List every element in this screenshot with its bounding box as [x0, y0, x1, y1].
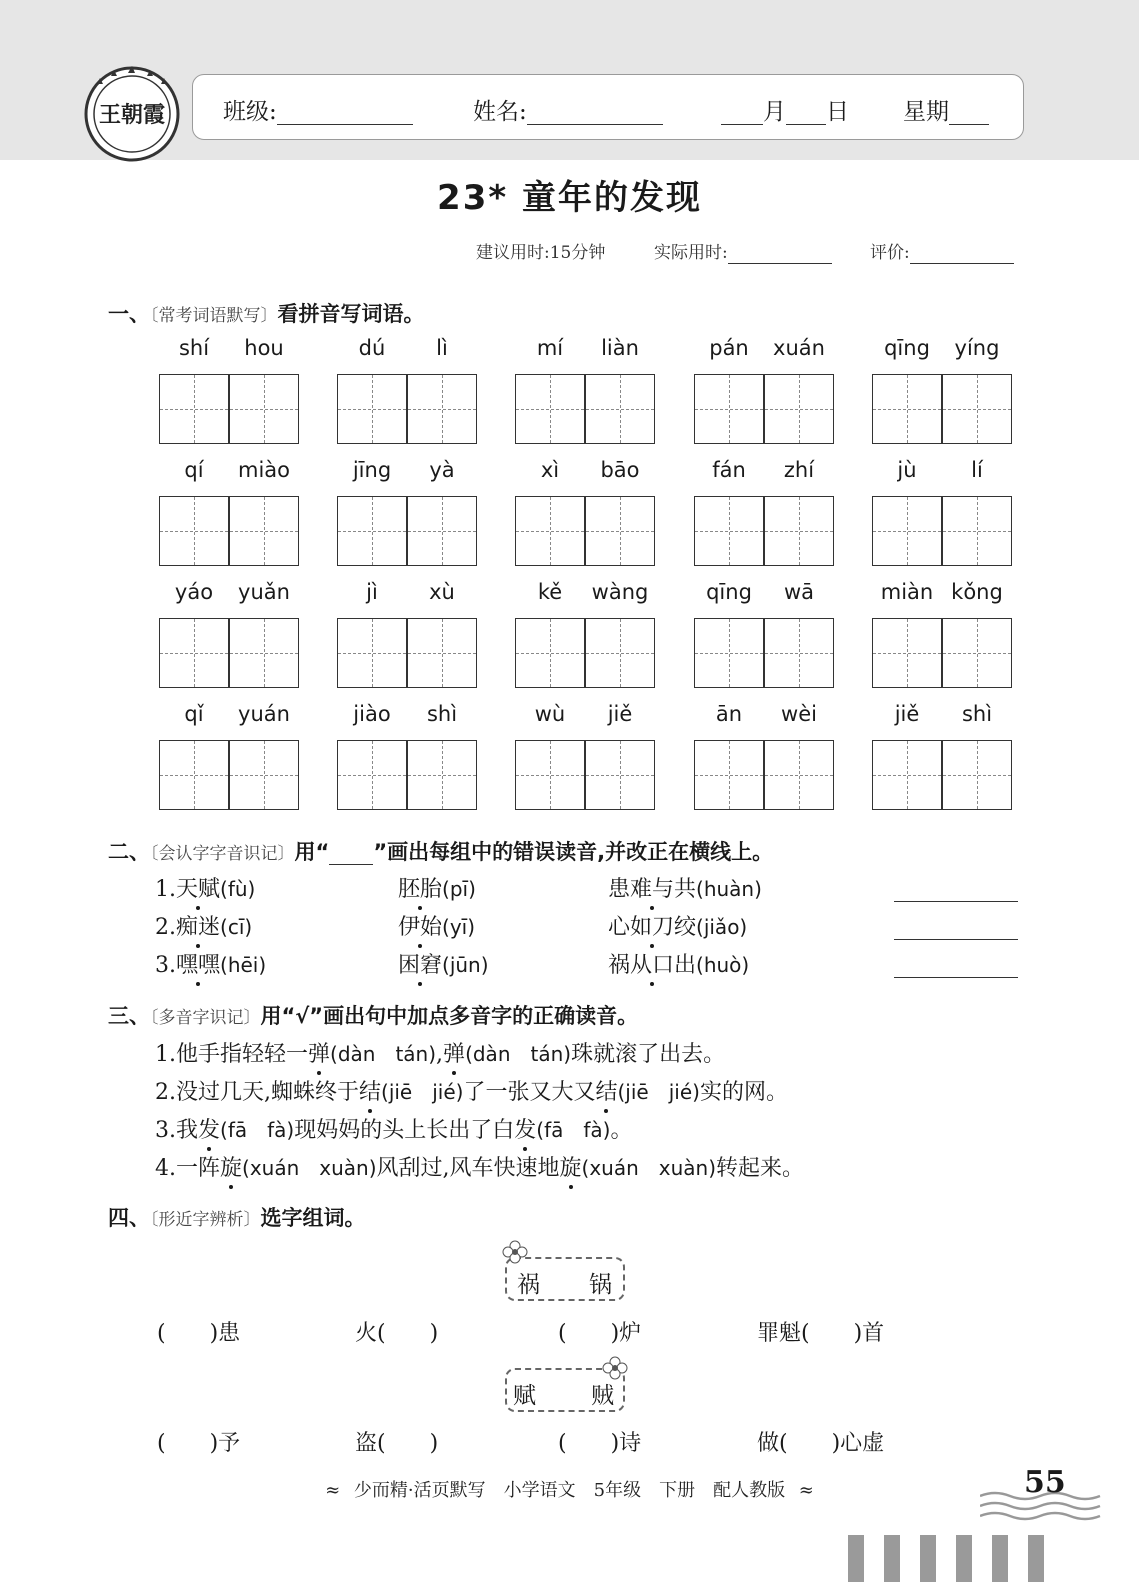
writing-box[interactable]: [764, 618, 834, 688]
pinyin-label: qīng: [706, 580, 752, 604]
deco-bar: [848, 1535, 864, 1582]
sentence-3[interactable]: 3.我发(fā fà)现妈妈的头上长出了白发(fā fà)。: [155, 1113, 632, 1144]
class-field[interactable]: 班级:: [223, 93, 413, 126]
word-option[interactable]: 心如刀绞(jiǎo): [608, 910, 747, 941]
writing-box[interactable]: [515, 618, 585, 688]
writing-box[interactable]: [337, 618, 407, 688]
writing-box[interactable]: [159, 496, 229, 566]
pinyin-label: jiě: [607, 702, 633, 726]
pinyin-label: lì: [436, 336, 448, 360]
word-option[interactable]: 2.痴迷(cī): [155, 910, 252, 941]
pinyin-label: xù: [429, 580, 455, 604]
pinyin-label: hou: [244, 336, 284, 360]
writing-box[interactable]: [585, 496, 655, 566]
pinyin-label: liàn: [601, 336, 639, 360]
writing-box[interactable]: [872, 496, 942, 566]
writing-box[interactable]: [872, 618, 942, 688]
pinyin-label: mí: [536, 336, 564, 360]
fill-blank[interactable]: 火( ): [355, 1321, 439, 1346]
pinyin-label: yà: [429, 458, 455, 482]
pinyin-label: fán: [712, 458, 746, 482]
pinyin-label: wèi: [781, 702, 817, 726]
fill-blank[interactable]: ( )予: [157, 1431, 241, 1456]
pinyin-label: yuán: [238, 702, 290, 726]
writing-box[interactable]: [585, 618, 655, 688]
fill-blank[interactable]: 盗( ): [355, 1431, 439, 1456]
pinyin-label: wù: [534, 702, 566, 726]
pinyin-label: bāo: [600, 458, 640, 482]
sentence-4[interactable]: 4.一阵旋(xuán xuàn)风刮过,风车快速地旋(xuán xuàn)转起来。: [155, 1151, 804, 1182]
pinyin-label: kǒng: [951, 580, 1003, 604]
writing-box[interactable]: [337, 374, 407, 444]
writing-box[interactable]: [159, 374, 229, 444]
writing-box[interactable]: [872, 740, 942, 810]
pinyin-label: jì: [366, 580, 378, 604]
pinyin-label: lí: [971, 458, 983, 482]
writing-box[interactable]: [585, 740, 655, 810]
pinyin-label: shì: [961, 702, 993, 726]
deco-bar: [1028, 1535, 1044, 1582]
writing-box[interactable]: [694, 740, 764, 810]
brand-seal-logo: [82, 64, 182, 164]
section-1-heading: 一、〔常考词语默写〕看拼音写词语。: [108, 302, 425, 326]
writing-box[interactable]: [764, 374, 834, 444]
fill-blank[interactable]: 做( )心虚: [757, 1431, 885, 1456]
writing-box[interactable]: [407, 740, 477, 810]
writing-box[interactable]: [515, 740, 585, 810]
writing-box[interactable]: [694, 374, 764, 444]
pinyin-label: wā: [783, 580, 815, 604]
flower-icon: [500, 1238, 530, 1266]
pinyin-label: jiào: [353, 702, 391, 726]
footer-book-info: ≈ 少而精·活页默写 小学语文 5年级 下册 配人教版 ≈: [325, 1480, 814, 1501]
char-choice-box-1: 祸 锅: [505, 1257, 625, 1301]
writing-box[interactable]: [229, 740, 299, 810]
writing-box[interactable]: [337, 496, 407, 566]
fill-blank[interactable]: ( )诗: [558, 1431, 642, 1456]
pinyin-label: jīng: [352, 458, 392, 482]
pinyin-label: qǐ: [184, 702, 204, 726]
writing-box[interactable]: [694, 618, 764, 688]
answer-line[interactable]: [894, 976, 1018, 978]
pinyin-label: pán: [709, 336, 749, 360]
writing-box[interactable]: [942, 374, 1012, 444]
pinyin-label: yuǎn: [238, 580, 290, 604]
writing-box[interactable]: [942, 740, 1012, 810]
word-option[interactable]: 困窘(jūn): [398, 948, 489, 979]
writing-box[interactable]: [229, 618, 299, 688]
word-option[interactable]: 祸从口出(huò): [608, 948, 749, 979]
writing-box[interactable]: [872, 374, 942, 444]
suggested-time: 建议用时:15分钟: [476, 243, 606, 263]
student-info-box: [192, 74, 1024, 140]
fill-blank[interactable]: ( )炉: [558, 1321, 642, 1346]
pinyin-label: zhí: [783, 458, 815, 482]
pinyin-label: jù: [897, 458, 917, 482]
pinyin-label: xuán: [773, 336, 825, 360]
writing-box[interactable]: [407, 374, 477, 444]
word-option[interactable]: 胚胎(pī): [398, 872, 476, 903]
actual-time-field[interactable]: 实际用时:: [654, 238, 832, 264]
evaluation-field[interactable]: 评价:: [870, 238, 1014, 264]
answer-line[interactable]: [894, 900, 1018, 902]
pinyin-label: ān: [715, 702, 743, 726]
pinyin-label: jiě: [894, 702, 920, 726]
word-option[interactable]: 患难与共(huàn): [608, 872, 762, 903]
deco-bar: [884, 1535, 900, 1582]
writing-box[interactable]: [337, 740, 407, 810]
answer-line[interactable]: [894, 938, 1018, 940]
pinyin-label: qí: [184, 458, 204, 482]
weekday-field[interactable]: 星期: [903, 93, 989, 126]
writing-box[interactable]: [942, 496, 1012, 566]
writing-box[interactable]: [764, 740, 834, 810]
word-option[interactable]: 3.嘿嘿(hēi): [155, 948, 266, 979]
section-3-heading: 三、〔多音字识记〕用“√”画出句中加点多音字的正确读音。: [108, 1004, 639, 1028]
page-number: 55: [1024, 1465, 1066, 1500]
writing-box[interactable]: [229, 496, 299, 566]
pinyin-label: yáo: [174, 580, 214, 604]
pinyin-label: dú: [358, 336, 386, 360]
pinyin-label: yíng: [954, 336, 1000, 360]
writing-box[interactable]: [515, 374, 585, 444]
writing-box[interactable]: [159, 618, 229, 688]
writing-box[interactable]: [764, 496, 834, 566]
fill-blank[interactable]: ( )患: [157, 1321, 241, 1346]
writing-box[interactable]: [694, 496, 764, 566]
pinyin-label: miàn: [880, 580, 934, 604]
writing-box[interactable]: [407, 618, 477, 688]
writing-box[interactable]: [407, 496, 477, 566]
flower-icon: [600, 1354, 630, 1382]
name-field[interactable]: 姓名:: [473, 93, 663, 126]
char-choice-box-2: 赋 贼: [505, 1368, 625, 1412]
section-2-heading: 二、〔会认字字音识记〕用“ ”画出每组中的错误读音,并改正在横线上。: [108, 840, 774, 864]
writing-box[interactable]: [159, 740, 229, 810]
pinyin-label: xì: [540, 458, 560, 482]
pinyin-label: wàng: [591, 580, 649, 604]
writing-box[interactable]: [942, 618, 1012, 688]
pinyin-label: shí: [178, 336, 210, 360]
section-4-heading: 四、〔形近字辨析〕选字组词。: [108, 1206, 366, 1230]
deco-bar: [920, 1535, 936, 1582]
pinyin-label: miào: [237, 458, 290, 482]
word-option[interactable]: 1.天赋(fù): [155, 872, 255, 903]
deco-bar: [992, 1535, 1008, 1582]
sentence-1[interactable]: 1.他手指轻轻一弹(dàn tán),弹(dàn tán)珠就滚了出去。: [155, 1037, 725, 1068]
pinyin-label: qīng: [884, 336, 930, 360]
sentence-2[interactable]: 2.没过几天,蜘蛛终于结(jiē jié)了一张又大又结(jiē jié)实的网。: [155, 1075, 788, 1106]
deco-bar: [956, 1535, 972, 1582]
word-option[interactable]: 伊始(yī): [398, 910, 475, 941]
pinyin-label: kě: [537, 580, 563, 604]
writing-box[interactable]: [515, 496, 585, 566]
writing-box[interactable]: [585, 374, 655, 444]
writing-box[interactable]: [229, 374, 299, 444]
pinyin-label: shì: [426, 702, 458, 726]
lesson-title: 23* 童年的发现: [437, 178, 702, 218]
svg-text:王朝霞: 王朝霞: [98, 102, 166, 128]
fill-blank[interactable]: 罪魁( )首: [757, 1321, 885, 1346]
date-field[interactable]: 月 日: [721, 93, 849, 126]
